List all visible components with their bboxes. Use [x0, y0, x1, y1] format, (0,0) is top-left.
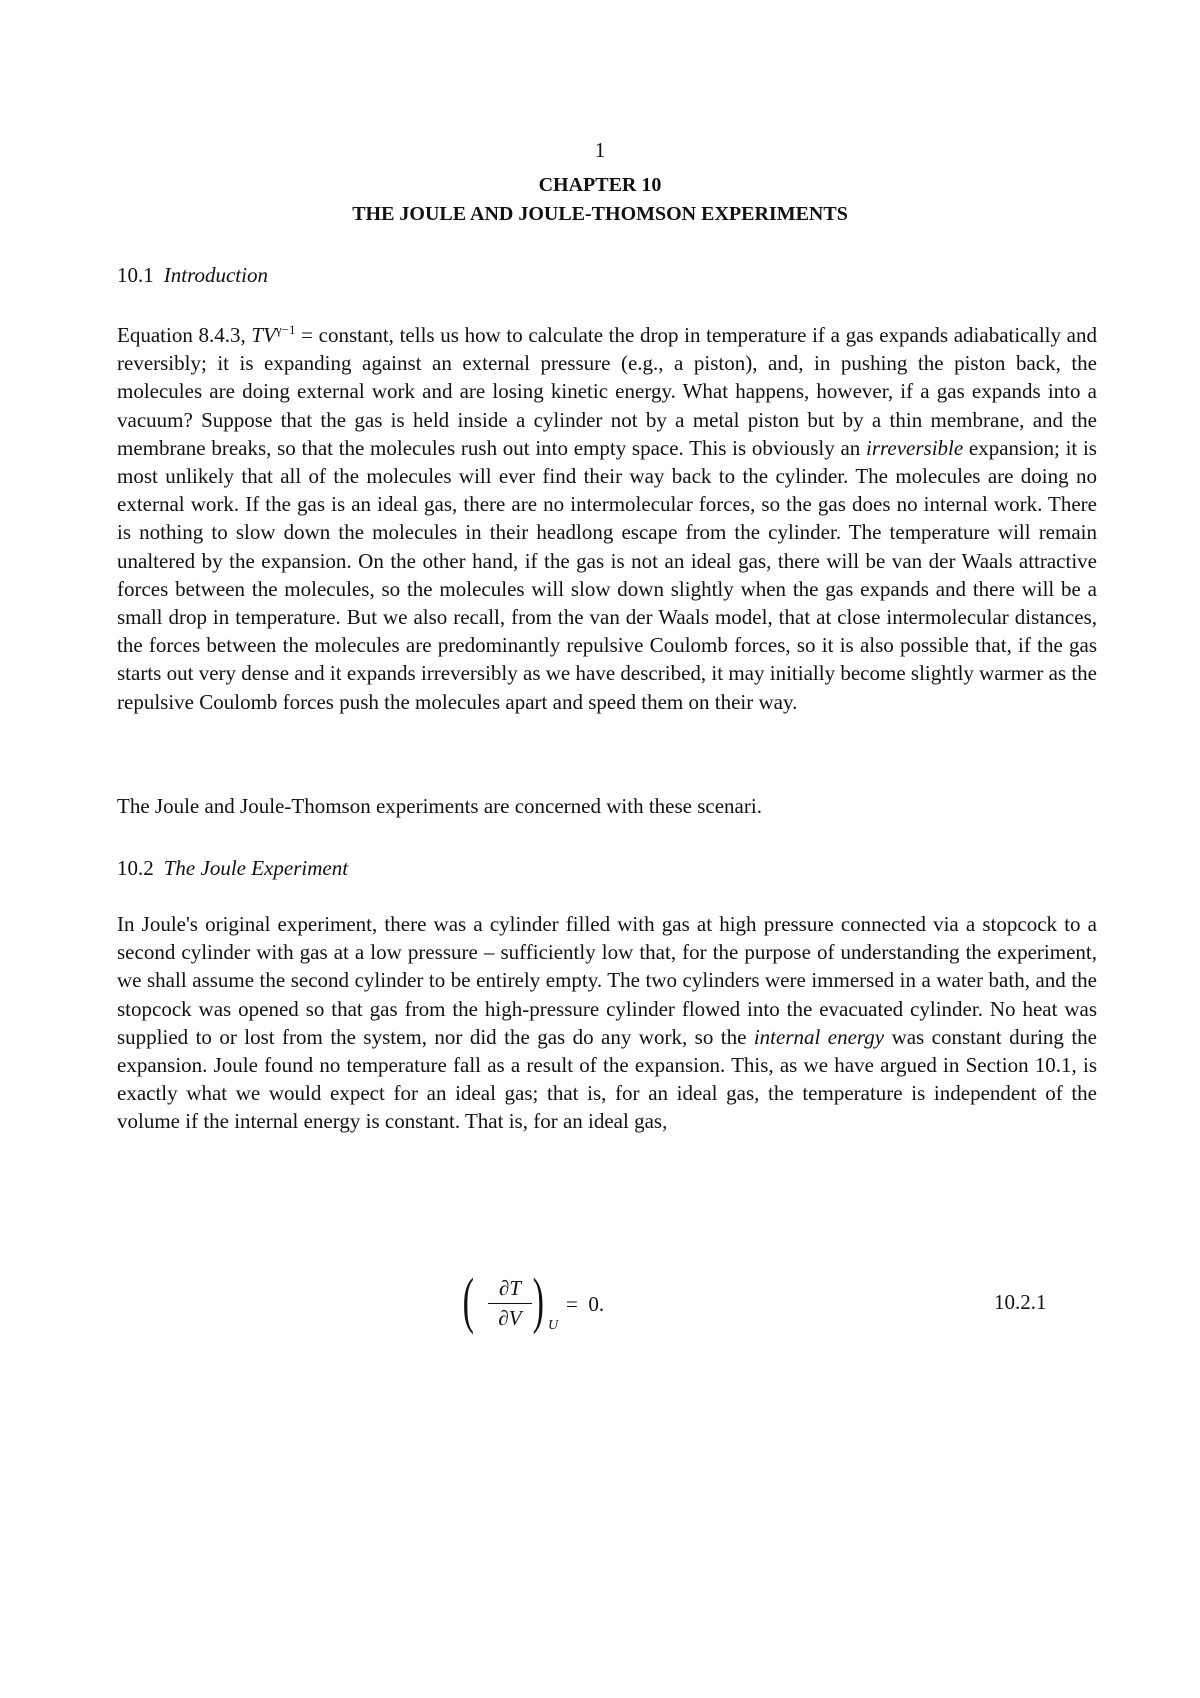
emphasis-internal-energy: internal energy: [753, 1024, 885, 1049]
joule-text-start: In Joule's original experiment, there was a cylinder filled with gas at high pressure connected via a stopcock to a second cylinder with gas at a low pressure – sufficiently low that, for the purpose of understanding the experiment, we shall assume the second cylinder to be entirely empty. The two cylinders were immersed in a water bath, and the stopcock was opened so that gas from the high-pressure cylinder flowed into the evacuated cylinder. No heat was supplied to or lost from the system, nor did the gas do any work, so the: [117, 912, 1097, 1049]
section-heading-10-1: [117, 263, 268, 288]
joule-text-end: was constant during the expansion. Joule found no temperature fall as a result of the expansion. This, as we have argued in Section 10.1, is exactly what we would expect for an ideal gas; that is, for an ideal gas, the temperature is independent of the volume if the internal energy is constant. That is, for an ideal gas,: [117, 1024, 1097, 1134]
emphasis-irreversible: irreversible: [865, 435, 964, 460]
intro-closing-paragraph: The Joule and Joule-Thomson experiments are concerned with these scenari.: [117, 794, 762, 818]
page-number: 1: [594, 138, 606, 162]
section-title: The Joule Experiment: [163, 856, 349, 880]
chapter-heading: CHAPTER 10: [538, 174, 662, 196]
left-parenthesis: (: [462, 1267, 475, 1335]
section-title: Introduction: [163, 263, 268, 287]
inline-math-tv: TV: [251, 323, 276, 347]
intro-paragraph: [117, 316, 1097, 716]
intro-text-start: Equation 8.4.3,: [117, 323, 252, 347]
equation-rhs: = 0.: [566, 1292, 605, 1316]
joule-paragraph: [117, 910, 1097, 1136]
equation-number: 10.2.1: [994, 1290, 1047, 1314]
right-parenthesis: ): [532, 1267, 545, 1335]
fraction-denominator: ∂V: [498, 1306, 522, 1330]
equation-10-2-1: [0, 1267, 1200, 1342]
section-heading-10-2: [117, 856, 348, 881]
partial-derivative-fraction: [488, 1276, 532, 1331]
fraction-numerator: ∂T: [488, 1276, 532, 1304]
intro-text-middle: = constant, tells us how to calculate the drop in temperature if a gas expands adiabatically and reversibly; it is expanding against an external pressure (e.g., a piston), and, in pushing the piston back, the molecules are doing external work and are losing kinetic energy. What happens, however, if a gas expands into a vacuum? Suppose that the gas is held inside a cylinder not by a metal piston but by a thin membrane, and the membrane breaks, so that the molecules rush out into empty space. This is obviously an: [117, 323, 1097, 460]
section-number: 10.1: [117, 263, 154, 287]
equation-subscript: U: [548, 1318, 559, 1333]
intro-text-end: expansion; it is most unlikely that all of the molecules will ever find their way back to the cylinder. The molecules are doing no external work. If the gas is an ideal gas, there are no intermolecular forces, so the gas does no internal work. There is nothing to slow down the molecules in their headlong escape from the cylinder. The temperature will remain unaltered by the expansion. On the other hand, if the gas is not an ideal gas, there will be van der Waals attractive forces between the molecules, so the molecules will slow down slightly when the gas expands and there will be a small drop in temperature. But we also recall, from the van der Waals model, that at close intermolecular distances, the forces between the molecules are predominantly repulsive Coulomb forces, so it is also possible that, if the gas starts out very dense and it expands irreversibly as we have described, it may initially become slightly warmer as the repulsive Coulomb forces push the molecules apart and speed them on their way.: [117, 435, 1097, 714]
inline-math-exponent: γ−1: [275, 322, 296, 337]
section-number: 10.2: [117, 856, 154, 880]
chapter-title: THE JOULE AND JOULE-THOMSON EXPERIMENTS: [352, 203, 848, 225]
